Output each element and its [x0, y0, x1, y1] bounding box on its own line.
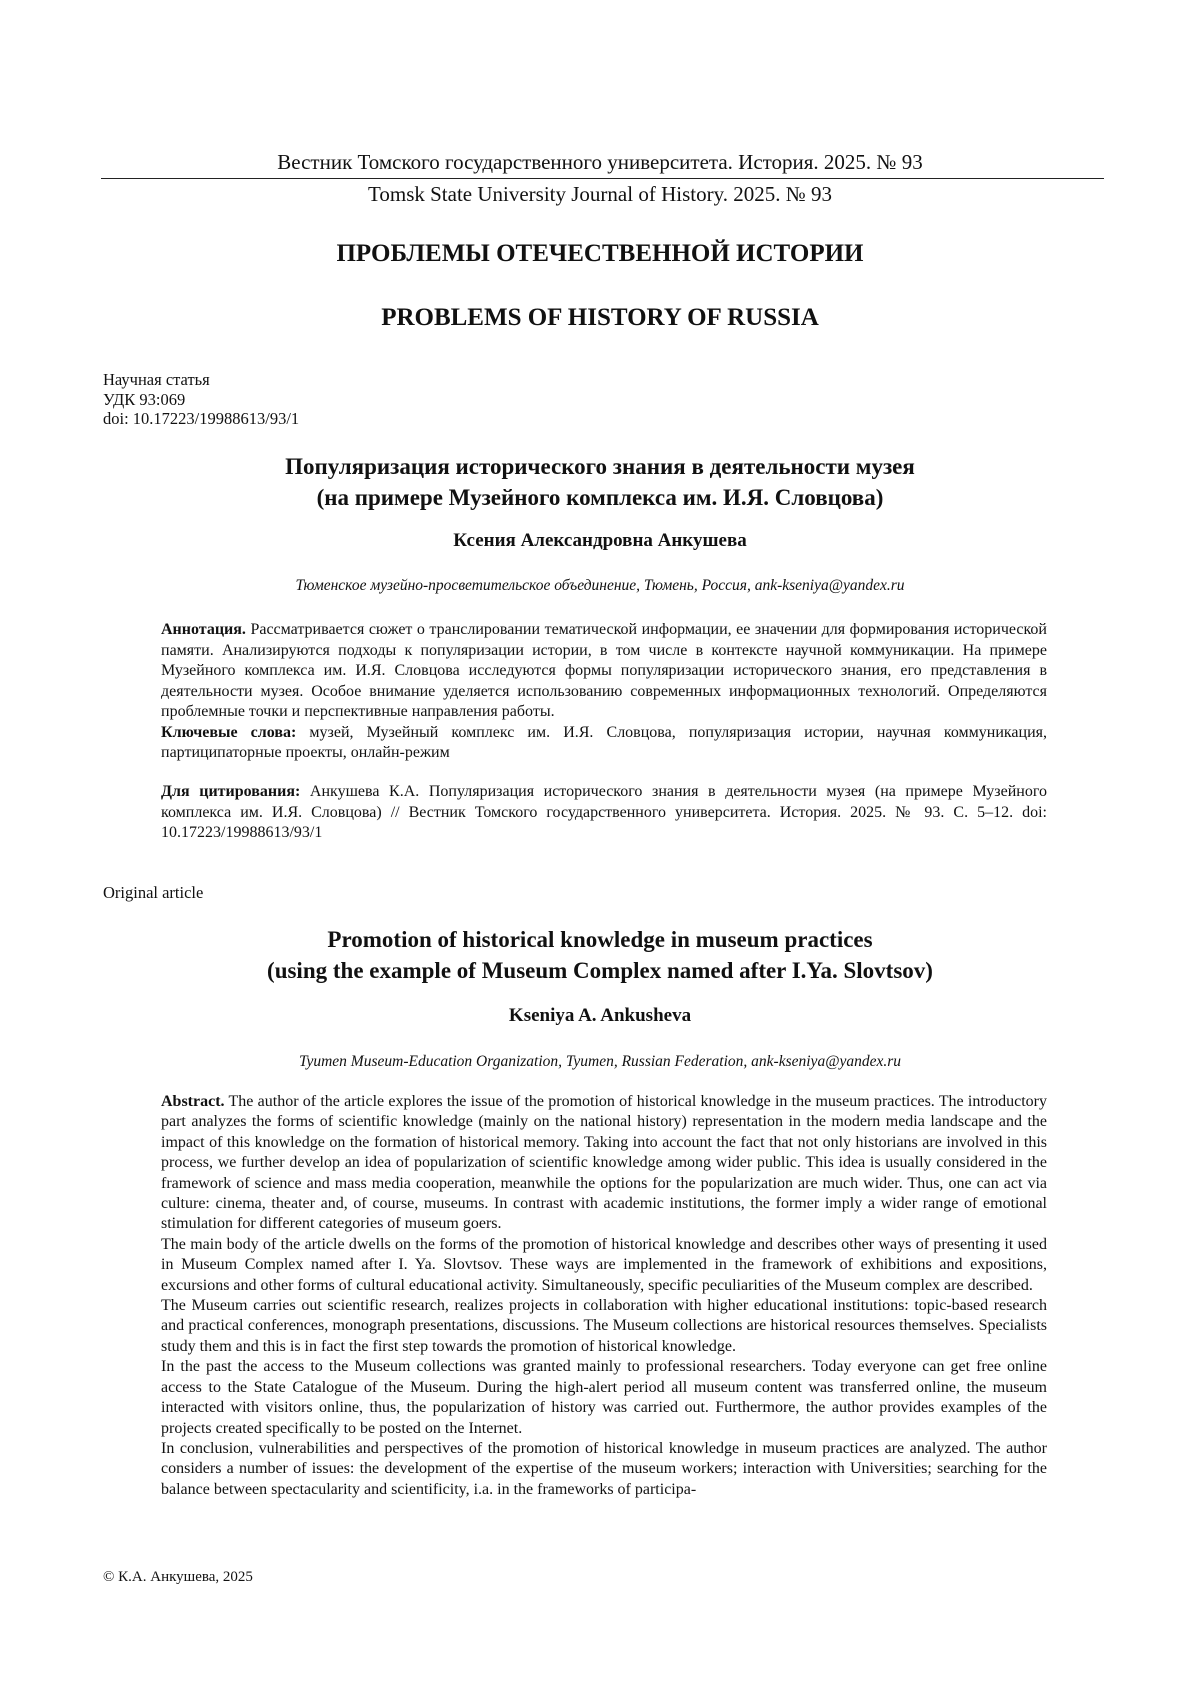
section-title-en: PROBLEMS OF HISTORY OF RUSSIA — [381, 304, 819, 331]
abstract-ru — [161, 620, 1047, 764]
article-title-en-line1: Promotion of historical knowledge in museum practices — [327, 927, 873, 952]
abstract-en-p1: The author of the article explores the issue of the promotion of historical knowledge in the museum practices. The introductory part analyzes the forms of scientific knowledge (mainly on the national history) representation in the modern media landscape and the impact of this knowledge on the formation of historical memory. Taking into account the fact that not only historians are involved in this process, we further develop an idea of popularization of scientific knowledge among wider public. This idea is usually considered in the framework of science and mass media cooperation, meanwhile the options for the popularization are much wider. Thus, one can act via culture: cinema, theater and, of course, museums. In contrast with academic institutions, the former imply a wider range of emotional stimulation for different categories of museum goers. — [161, 1093, 1047, 1233]
article-type-en: Original article — [103, 883, 204, 902]
abstract-label-ru: Аннотация. — [161, 621, 246, 638]
affiliation-en: Tyumen Museum-Education Organization, Tyumen, Russian Federation, ank-kseniya@yandex.ru — [299, 1053, 901, 1070]
citation-text-ru: Анкушева К.А. Популяризация исторического знания в деятельности музея (на примере Музейного комплекса им. И.Я. Словцова) // Вестник Томского государственного университета. История. 2025. № 93. С. 5–12. doi: 10.17223/19988613/93/1 — [161, 783, 1048, 841]
author-name-en: Kseniya A. Ankusheva — [508, 1005, 692, 1026]
abstract-en-p3: The Museum carries out scientific research, realizes projects in collaboration with higher educational institutions: topic-based research and practical conferences, monograph presentations, discussions. The Museum collections are historical resources themselves. Specialists study them and this is in fact the first step towards the promotion of historical knowledge. — [161, 1297, 1047, 1355]
author-name-ru: Ксения Александровна Анкушева — [453, 530, 747, 551]
journal-header-en: Tomsk State University Journal of History. 2025. № 93 — [368, 182, 832, 206]
article-title-ru-line2: (на примере Музейного комплекса им. И.Я. Словцова) — [316, 485, 884, 510]
citation-label-ru: Для цитирования: — [161, 783, 301, 800]
section-title-ru: ПРОБЛЕМЫ ОТЕЧЕСТВЕННОЙ ИСТОРИИ — [336, 240, 864, 267]
article-type-ru: Научная статья — [103, 370, 210, 389]
article-title-en-line2: (using the example of Museum Complex named after I.Ya. Slovtsov) — [267, 958, 933, 983]
affiliation-ru: Тюменское музейно-просветительское объединение, Тюмень, Россия, ank-kseniya@yandex.ru — [295, 577, 905, 594]
abstract-en-p5: In conclusion, vulnerabilities and perspectives of the promotion of historical knowledge in museum practices are analyzed. The author considers a number of issues: the development of the expertise of the museum workers; interaction with Universities; searching for the balance between spectacularity and scientificity, i.a. in the frameworks of participa- — [161, 1439, 1047, 1498]
article-title-ru — [0, 451, 1200, 513]
abstract-label-en: Abstract. — [161, 1093, 225, 1110]
udc-code: УДК 93:069 — [103, 389, 186, 409]
header-rule — [101, 178, 1104, 179]
keywords-label-ru: Ключевые слова: — [161, 723, 297, 741]
copyright-footer: © К.А. Анкушева, 2025 — [103, 1569, 253, 1585]
keywords-text-ru: музей, Музейный комплекс им. И.Я. Словцова, популяризация истории, научная коммуникация, партиципаторные проекты, онлайн-режим — [161, 723, 1048, 761]
doi-text: doi: 10.17223/19988613/93/1 — [103, 409, 300, 428]
journal-header-ru: Вестник Томского государственного университета. История. 2025. № 93 — [277, 150, 923, 174]
article-meta — [103, 370, 299, 429]
citation-ru — [161, 782, 1047, 844]
abstract-en-p2: The main body of the article dwells on the forms of the promotion of historical knowledge and describes other ways of presenting it used in Museum Complex named after I. Ya. Slovtsov. These ways are implemented in the framework of exhibitions and expositions, excursions and other forms of cultural educational activity. Simultaneously, specific peculiarities of the Museum complex are described. — [161, 1235, 1047, 1294]
abstract-en — [161, 1092, 1047, 1500]
abstract-en-p4: In the past the access to the Museum collections was granted mainly to professional researchers. Today everyone can get free online access to the State Catalogue of the Museum. During the high-alert period all museum content was transferred online, the museum interacted with visitors online, thus, the popularization of history was carried out. Furthermore, the author provides examples of the projects created specifically to be posted on the Internet. — [161, 1358, 1047, 1437]
abstract-text-ru: Рассматривается сюжет о транслировании тематической информации, ее значении для формирования исторической памяти. Анализируются подходы к популяризации истории, в том числе в контексте научной коммуникации. На примере Музейного комплекса им. И.Я. Словцова исследуются формы популяризации исторического знания, его представления в деятельности музея. Особое внимание уделяется использованию современных информационных технологий. Определяются проблемные точки и перспективные направления работы. — [161, 621, 1047, 720]
article-title-ru-line1: Популяризация исторического знания в деятельности музея — [285, 454, 915, 479]
abstract-en-paragraph — [161, 1092, 1047, 1235]
article-title-en — [0, 924, 1200, 986]
